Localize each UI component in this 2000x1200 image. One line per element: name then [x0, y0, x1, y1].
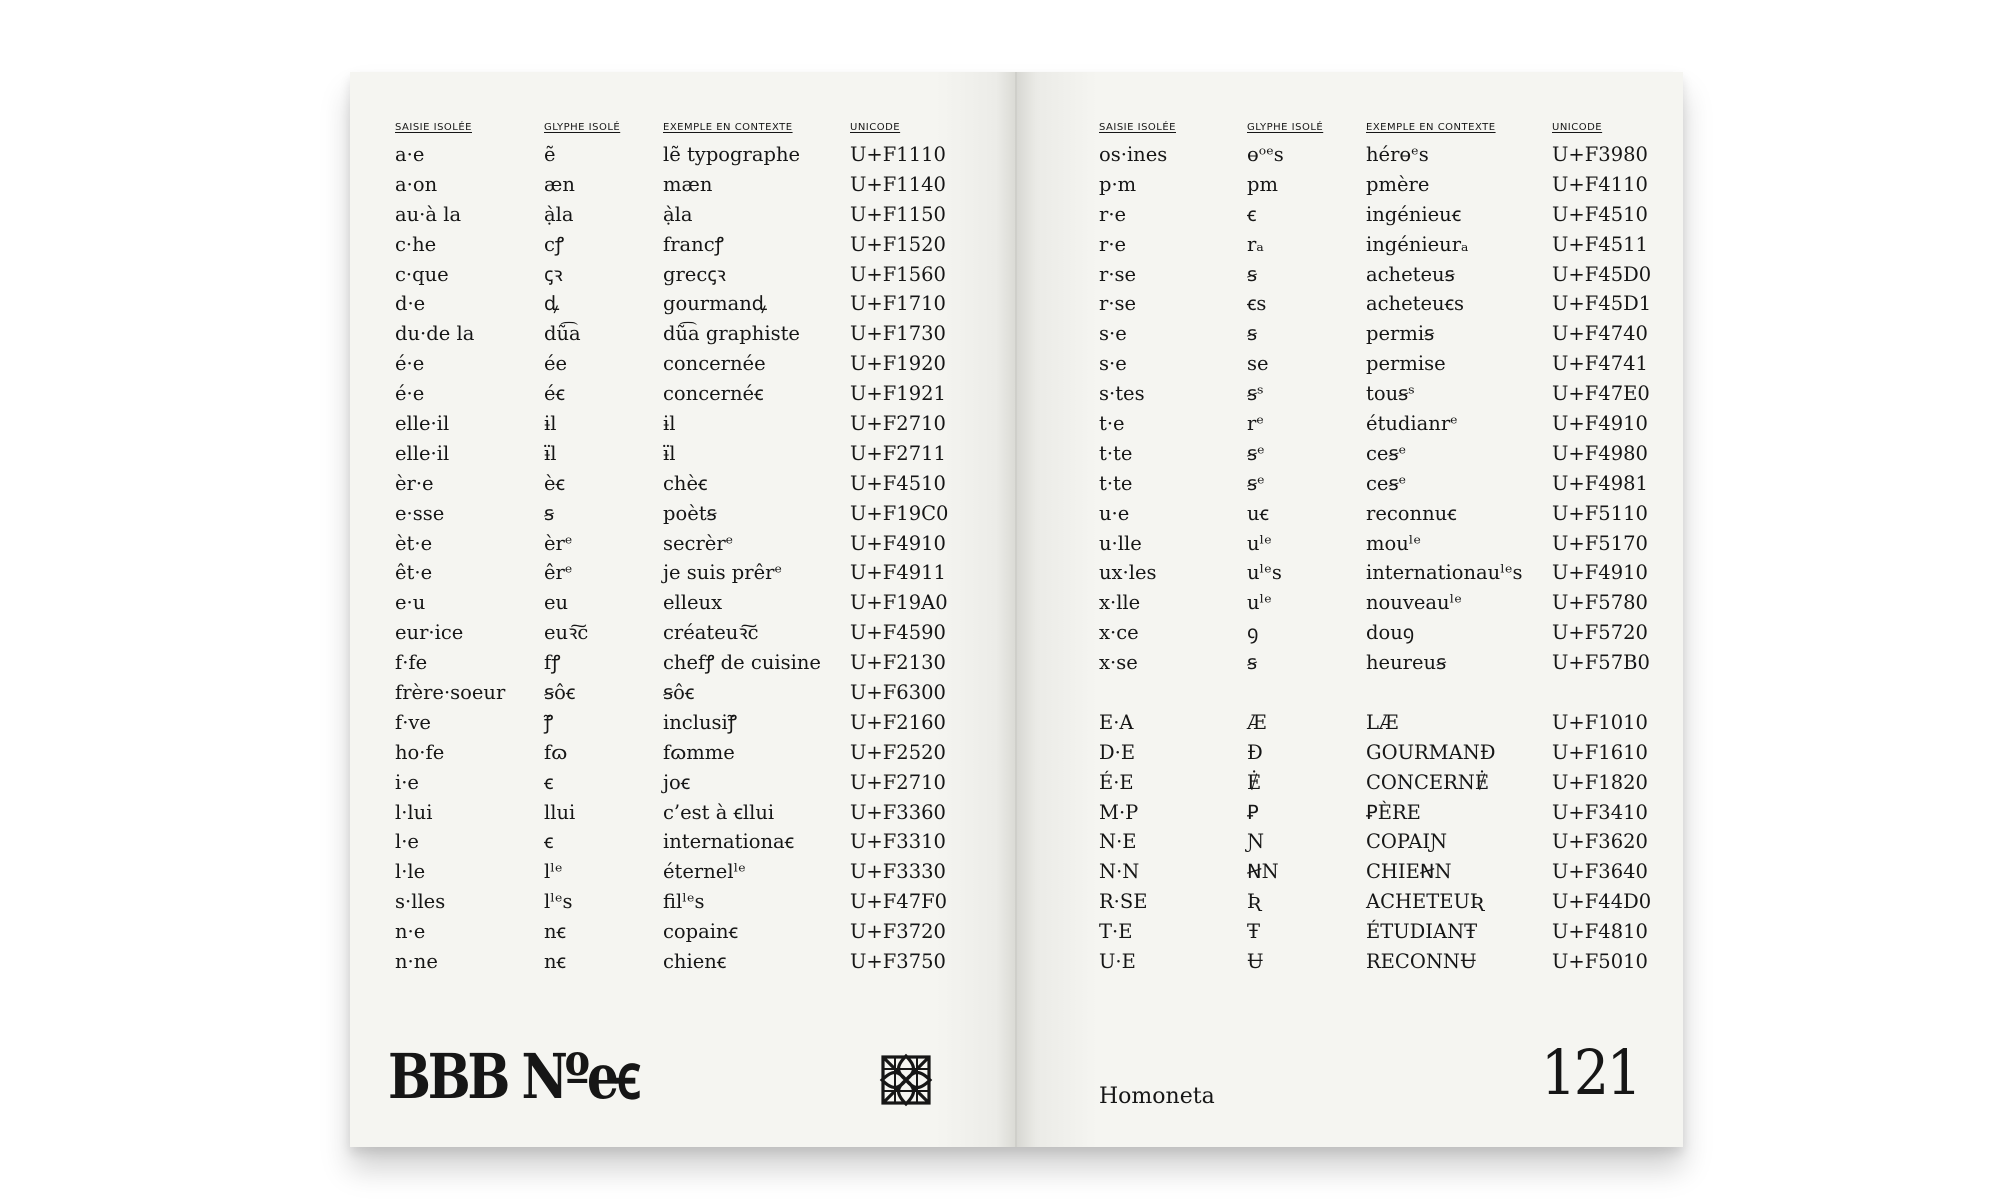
- table-row: [1017, 768, 1683, 798]
- glyphe-cell: ꝯ: [1247, 621, 1259, 645]
- saisie-cell: s·e: [1099, 322, 1127, 346]
- glyphe-cell: èrᵉ: [544, 531, 573, 555]
- saisie-cell: N·N: [1099, 860, 1140, 884]
- exemple-cell: ɨ̈l: [663, 441, 676, 465]
- table-row: [1017, 349, 1683, 379]
- table-row: [350, 708, 1016, 738]
- exemple-cell: copainꞓ: [663, 920, 738, 944]
- exemple-cell: grecꞔꝛ: [663, 262, 726, 286]
- glyphe-cell: pm: [1247, 172, 1278, 196]
- header-exemple-en-contexte: EXEMPLE EN CONTEXTE: [1366, 122, 1496, 133]
- table-row: [350, 648, 1016, 678]
- table-rows-right: [1017, 140, 1683, 977]
- exemple-cell: francꝭ: [663, 232, 724, 256]
- glyphe-cell: uˡᵉ: [1247, 531, 1272, 555]
- glyphe-cell: ꞩᵉ: [1247, 441, 1265, 465]
- exemple-cell: acheteuꞩ: [1366, 262, 1455, 286]
- table-row: [350, 887, 1016, 917]
- saisie-cell: r·e: [1099, 202, 1127, 226]
- unicode-cell: U+F4980: [1552, 441, 1648, 465]
- glyphe-cell: ạ̀la: [544, 202, 574, 226]
- table-row: [1017, 469, 1683, 499]
- exemple-cell: secrèrᵉ: [663, 531, 734, 555]
- table-row: [350, 499, 1016, 529]
- exemple-cell: permise: [1366, 352, 1446, 376]
- glyphe-cell: ꞩ: [544, 501, 555, 525]
- saisie-cell: a·e: [395, 143, 425, 166]
- exemple-cell: pmère: [1366, 172, 1430, 196]
- saisie-cell: R·SE: [1099, 890, 1148, 914]
- unicode-cell: U+F4590: [850, 621, 946, 645]
- glyphe-cell: Ŧ: [1247, 920, 1261, 944]
- glyphe-cell: Ʀ: [1247, 890, 1262, 914]
- saisie-cell: s·tes: [1099, 382, 1145, 406]
- glyphe-cell: Ɇ̇: [1247, 770, 1262, 794]
- unicode-cell: U+F1920: [850, 352, 946, 376]
- table-row: [1017, 618, 1683, 648]
- unicode-cell: U+F4910: [1552, 412, 1648, 436]
- table-row: [1017, 260, 1683, 290]
- saisie-cell: M·P: [1099, 800, 1139, 824]
- glyphe-cell: eu: [544, 591, 569, 615]
- unicode-cell: U+F47F0: [850, 890, 948, 914]
- glyphe-cell: nꞓ: [544, 920, 566, 944]
- exemple-cell: RECONNɄ: [1366, 950, 1477, 974]
- saisie-cell: U·E: [1099, 950, 1136, 974]
- glyphe-cell: ée: [544, 352, 568, 376]
- unicode-cell: U+F3640: [1552, 860, 1648, 884]
- saisie-cell: f·fe: [395, 651, 428, 675]
- unicode-cell: U+F4511: [1552, 232, 1648, 256]
- table-row: [1017, 529, 1683, 559]
- glyphe-cell: êrᵉ: [544, 561, 573, 585]
- saisie-cell: s·lles: [395, 890, 446, 914]
- unicode-cell: U+F3720: [850, 920, 946, 944]
- glyphe-cell: ꞩôꞓ: [544, 681, 576, 705]
- glyphe-cell: fɷ: [544, 740, 568, 764]
- unicode-cell: U+F4510: [1552, 202, 1648, 226]
- saisie-cell: d·e: [395, 292, 426, 316]
- unicode-cell: U+F19C0: [850, 501, 949, 525]
- glyphe-cell: rᵉ: [1247, 412, 1264, 436]
- saisie-cell: é·e: [395, 382, 425, 406]
- unicode-cell: U+F1140: [850, 172, 946, 196]
- saisie-cell: c·he: [395, 232, 437, 256]
- saisie-cell: n·ne: [395, 950, 438, 974]
- exemple-cell: gourmanꝱ: [663, 292, 768, 316]
- saisie-cell: c·que: [395, 262, 449, 286]
- page-number: 121: [1540, 1036, 1639, 1109]
- exemple-cell: ạ̀la: [663, 202, 693, 226]
- glyphe-cell: llui: [544, 800, 576, 824]
- table-row: [1017, 200, 1683, 230]
- unicode-cell: U+F4741: [1552, 352, 1648, 376]
- table-row: [350, 618, 1016, 648]
- saisie-cell: D·E: [1099, 740, 1136, 764]
- glyphe-cell: Ꝑ: [1247, 800, 1259, 824]
- table-row: [350, 379, 1016, 409]
- exemple-cell: je suis prêrᵉ: [663, 561, 783, 585]
- exemple-cell: étudianrᵉ: [1366, 412, 1458, 436]
- glyphe-cell: euꝛ͠c: [544, 621, 589, 645]
- unicode-cell: U+F1010: [1552, 710, 1648, 734]
- glyphe-cell: ꞩᵉ: [1247, 471, 1265, 495]
- glyphe-cell: ꞤN: [1247, 860, 1279, 884]
- saisie-cell: du·de la: [395, 322, 475, 346]
- saisie-cell: r·se: [1099, 262, 1137, 286]
- saisie-cell: ux·les: [1099, 561, 1157, 585]
- unicode-cell: U+F4910: [1552, 561, 1648, 585]
- exemple-cell: CONCERNɆ̇: [1366, 770, 1490, 794]
- glyphe-cell: ꞩ: [1247, 651, 1258, 675]
- header-unicode: UNICODE: [850, 122, 901, 133]
- unicode-cell: U+F47E0: [1552, 382, 1650, 406]
- glyphe-cell: ꝱ: [544, 292, 560, 316]
- saisie-cell: n·e: [395, 920, 426, 944]
- glyphe-cell: lˡᵉ: [544, 860, 563, 884]
- glyphe-cell: fꝭ: [544, 651, 561, 675]
- glyphe-cell: dũ͡a: [544, 322, 581, 346]
- saisie-cell: os·ines: [1099, 143, 1168, 166]
- exemple-cell: ingénieurₐ: [1366, 232, 1469, 256]
- table-row: [350, 588, 1016, 618]
- saisie-cell: êt·e: [395, 561, 433, 585]
- font-name: Homoneta: [1099, 1084, 1215, 1109]
- glyphe-cell: uˡᵉs: [1247, 561, 1282, 585]
- exemple-cell: ꝐÈRE: [1366, 800, 1421, 824]
- exemple-cell: LÆ: [1366, 710, 1399, 734]
- exemple-cell: internationauˡᵉs: [1366, 561, 1523, 585]
- table-row: [350, 439, 1016, 469]
- saisie-cell: u·lle: [1099, 531, 1142, 555]
- glyphe-cell: æn: [544, 172, 575, 196]
- exemple-cell: lẽ typographe: [663, 143, 801, 166]
- unicode-cell: U+F3310: [850, 830, 946, 854]
- saisie-cell: l·le: [395, 860, 426, 884]
- glyphe-cell: ꞓ: [544, 830, 554, 854]
- table-row: [350, 678, 1016, 708]
- unicode-cell: U+F4981: [1552, 471, 1648, 495]
- saisie-cell: x·ce: [1099, 621, 1139, 645]
- exemple-cell: GOURMANĐ: [1366, 740, 1496, 764]
- exemple-cell: chienꞓ: [663, 950, 727, 974]
- glyphe-cell: ꞓ: [544, 770, 554, 794]
- table-row: [350, 170, 1016, 200]
- table-row: [350, 319, 1016, 349]
- table-row: [1017, 678, 1683, 708]
- unicode-cell: U+F19A0: [850, 591, 948, 615]
- glyphe-cell: Æ: [1247, 710, 1267, 734]
- glyphe-cell: ꞓs: [1247, 292, 1267, 316]
- unicode-cell: U+F2710: [850, 770, 946, 794]
- glyphe-cell: ꞔꝛ: [544, 262, 563, 286]
- unicode-cell: U+F4911: [850, 561, 946, 585]
- table-row: [1017, 499, 1683, 529]
- table-row: [350, 798, 1016, 828]
- exemple-cell: reconnuꞓ: [1366, 501, 1457, 525]
- table-rows-left: [350, 140, 1016, 977]
- exemple-cell: ꞩôꞓ: [663, 681, 695, 705]
- table-row: [1017, 558, 1683, 588]
- exemple-cell: éternelˡᵉ: [663, 860, 746, 884]
- glyphe-cell: rₐ: [1247, 232, 1264, 256]
- saisie-cell: l·lui: [395, 800, 433, 824]
- unicode-cell: U+F1560: [850, 262, 946, 286]
- glyphe-cell: Ʉ: [1247, 950, 1264, 974]
- unicode-cell: U+F1520: [850, 232, 946, 256]
- glyphe-cell: se: [1247, 352, 1269, 376]
- header-saisie-isolee: SAISIE ISOLÉE: [1099, 122, 1176, 133]
- unicode-cell: U+F4810: [1552, 920, 1648, 944]
- saisie-cell: èr·e: [395, 471, 434, 495]
- table-row: [1017, 289, 1683, 319]
- exemple-cell: COPAIƝ: [1366, 830, 1448, 854]
- table-row: [350, 768, 1016, 798]
- table-row: [1017, 857, 1683, 887]
- glyphe-cell: ɨ̈l: [544, 441, 557, 465]
- saisie-cell: frère·soeur: [395, 681, 506, 705]
- table-row: [1017, 648, 1683, 678]
- saisie-cell: x·se: [1099, 651, 1138, 675]
- table-row: [350, 260, 1016, 290]
- glyphe-cell: Ɲ: [1247, 830, 1265, 854]
- unicode-cell: U+F1921: [850, 382, 946, 406]
- header-exemple-en-contexte: EXEMPLE EN CONTEXTE: [663, 122, 793, 133]
- unicode-cell: U+F6300: [850, 681, 946, 705]
- glyphe-cell: ꞩ: [1247, 322, 1258, 346]
- saisie-cell: t·te: [1099, 471, 1133, 495]
- saisie-cell: eur·ice: [395, 621, 464, 645]
- saisie-cell: r·e: [1099, 232, 1127, 256]
- table-row: [1017, 588, 1683, 618]
- saisie-cell: a·on: [395, 172, 438, 196]
- unicode-cell: U+F3750: [850, 950, 946, 974]
- exemple-cell: concernée: [663, 352, 766, 376]
- unicode-cell: U+F1610: [1552, 740, 1648, 764]
- exemple-cell: joꞓ: [663, 770, 691, 794]
- glyphe-cell: ẽ: [544, 143, 556, 166]
- saisie-cell: r·se: [1099, 292, 1137, 316]
- unicode-cell: U+F1110: [850, 143, 946, 166]
- saisie-cell: t·e: [1099, 412, 1125, 436]
- unicode-cell: U+F44D0: [1552, 890, 1652, 914]
- table-row: [350, 558, 1016, 588]
- saisie-cell: e·u: [395, 591, 426, 615]
- table-row: [350, 738, 1016, 768]
- glyphe-cell: ɨl: [544, 412, 557, 436]
- unicode-cell: U+F4740: [1552, 322, 1648, 346]
- unicode-cell: U+F1820: [1552, 770, 1648, 794]
- saisie-cell: au·à la: [395, 202, 462, 226]
- glyphe-cell: lˡᵉs: [544, 890, 573, 914]
- table-row: [350, 529, 1016, 559]
- table-row: [1017, 140, 1683, 170]
- table-row: [1017, 409, 1683, 439]
- header-saisie-isolee: SAISIE ISOLÉE: [395, 122, 472, 133]
- glyphe-cell: ꝭ̃: [544, 710, 554, 734]
- saisie-cell: E·A: [1099, 710, 1134, 734]
- table-row: [350, 857, 1016, 887]
- unicode-cell: U+F2710: [850, 412, 946, 436]
- unicode-cell: U+F3360: [850, 800, 946, 824]
- exemple-cell: inclusiꝭ̃: [663, 710, 737, 734]
- exemple-cell: chèꞓ: [663, 471, 708, 495]
- left-page: [350, 72, 1016, 1147]
- unicode-cell: U+F1710: [850, 292, 946, 316]
- saisie-cell: elle·il: [395, 412, 450, 436]
- exemple-cell: filˡᵉs: [663, 890, 705, 914]
- saisie-cell: f·ve: [395, 710, 431, 734]
- unicode-cell: U+F4510: [850, 471, 946, 495]
- exemple-cell: internationaꞓ: [663, 830, 795, 854]
- exemple-cell: touꞩˢ: [1366, 382, 1415, 406]
- saisie-cell: i·e: [395, 770, 419, 794]
- table-row: [1017, 827, 1683, 857]
- header-unicode: UNICODE: [1552, 122, 1603, 133]
- table-row: [350, 827, 1016, 857]
- unicode-cell: U+F3980: [1552, 143, 1648, 166]
- exemple-cell: nouveauˡᵉ: [1366, 591, 1462, 615]
- saisie-cell: T·E: [1099, 920, 1133, 944]
- table-row: [350, 230, 1016, 260]
- exemple-cell: elleux: [663, 591, 723, 615]
- saisie-cell: é·e: [395, 352, 425, 376]
- exemple-cell: CHIEꞤN: [1366, 860, 1452, 884]
- table-row: [1017, 439, 1683, 469]
- header-glyphe-isole: GLYPHE ISOLÉ: [1247, 122, 1324, 133]
- glyphe-cell: ꞓ: [1247, 202, 1257, 226]
- unicode-cell: U+F4110: [1552, 172, 1648, 196]
- unicode-cell: U+F3330: [850, 860, 946, 884]
- exemple-cell: douꝯ: [1366, 621, 1415, 645]
- unicode-cell: U+F2711: [850, 441, 946, 465]
- glyphe-cell: ꞩ: [1247, 262, 1258, 286]
- unicode-cell: U+F5720: [1552, 621, 1648, 645]
- exemple-cell: permiꞩ: [1366, 322, 1435, 346]
- exemple-cell: hérɵᵉs: [1366, 143, 1429, 166]
- glyphe-cell: ꞩˢ: [1247, 382, 1264, 406]
- saisie-cell: elle·il: [395, 441, 450, 465]
- unicode-cell: U+F45D0: [1552, 262, 1652, 286]
- table-row: [1017, 798, 1683, 828]
- exemple-cell: mæn: [663, 172, 713, 196]
- saisie-cell: u·e: [1099, 501, 1130, 525]
- glyphe-cell: éꞓ: [544, 382, 565, 406]
- unicode-cell: U+F5170: [1552, 531, 1648, 555]
- unicode-cell: U+F45D1: [1552, 292, 1652, 316]
- glyphe-cell: nꞓ: [544, 950, 566, 974]
- saisie-cell: x·lle: [1099, 591, 1141, 615]
- exemple-cell: ceꞩᵉ: [1366, 441, 1407, 465]
- table-row: [350, 409, 1016, 439]
- glyphe-cell: uˡᵉ: [1247, 591, 1272, 615]
- table-row: [1017, 230, 1683, 260]
- exemple-cell: mouˡᵉ: [1366, 531, 1422, 555]
- exemple-cell: ɨl: [663, 412, 676, 436]
- unicode-cell: U+F3410: [1552, 800, 1648, 824]
- header-glyphe-isole: GLYPHE ISOLÉ: [544, 122, 621, 133]
- table-row: [350, 140, 1016, 170]
- table-row: [1017, 947, 1683, 977]
- table-row: [350, 917, 1016, 947]
- table-row: [1017, 319, 1683, 349]
- glyphe-cell: uꞓ: [1247, 501, 1269, 525]
- exemple-cell: heureuꞩ: [1366, 651, 1447, 675]
- table-row: [350, 469, 1016, 499]
- saisie-cell: p·m: [1099, 172, 1137, 196]
- unicode-cell: U+F1150: [850, 202, 946, 226]
- glyphe-cell: èꞓ: [544, 471, 565, 495]
- saisie-cell: e·sse: [395, 501, 445, 525]
- unicode-cell: U+F57B0: [1552, 651, 1650, 675]
- right-page: [1017, 72, 1683, 1147]
- unicode-cell: U+F1730: [850, 322, 946, 346]
- exemple-cell: c’est à ꞓllui: [663, 800, 775, 824]
- exemple-cell: ÉTUDIANŦ: [1366, 920, 1478, 944]
- unicode-cell: U+F5110: [1552, 501, 1648, 525]
- unicode-cell: U+F5010: [1552, 950, 1648, 974]
- table-row: [1017, 887, 1683, 917]
- exemple-cell: dũ͡a graphiste: [663, 322, 800, 346]
- saisie-cell: s·e: [1099, 352, 1127, 376]
- unicode-cell: U+F5780: [1552, 591, 1648, 615]
- table-row: [1017, 738, 1683, 768]
- ornamental-glyph-emblem-icon: [878, 1052, 934, 1108]
- table-row: [350, 349, 1016, 379]
- book-spread: [350, 72, 1683, 1147]
- saisie-cell: ho·fe: [395, 740, 445, 764]
- table-row: [1017, 379, 1683, 409]
- exemple-cell: ingénieuꞓ: [1366, 202, 1462, 226]
- exemple-cell: ACHETEUƦ: [1366, 890, 1485, 914]
- exemple-cell: fɷmme: [663, 740, 735, 764]
- exemple-cell: acheteuꞓs: [1366, 292, 1464, 316]
- glyphe-cell: cꝭ: [544, 232, 565, 256]
- unicode-cell: U+F3620: [1552, 830, 1648, 854]
- unicode-cell: U+F2520: [850, 740, 946, 764]
- table-row: [350, 200, 1016, 230]
- saisie-cell: N·E: [1099, 830, 1137, 854]
- table-row: [1017, 917, 1683, 947]
- glyphe-cell: Đ: [1247, 740, 1263, 764]
- unicode-cell: U+F2160: [850, 710, 946, 734]
- table-row: [1017, 708, 1683, 738]
- exemple-cell: poètꞩ: [663, 501, 717, 525]
- table-row: [350, 289, 1016, 319]
- unicode-cell: U+F4910: [850, 531, 946, 555]
- saisie-cell: èt·e: [395, 531, 433, 555]
- saisie-cell: t·te: [1099, 441, 1133, 465]
- exemple-cell: concernéꞓ: [663, 382, 764, 406]
- table-row: [1017, 170, 1683, 200]
- bbb-logo: BBB Nºeꞓ: [388, 1040, 638, 1113]
- glyphe-cell: ɵᵒᵉs: [1247, 143, 1284, 166]
- unicode-cell: U+F2130: [850, 651, 946, 675]
- exemple-cell: chefꝭ de cuisine: [663, 651, 821, 675]
- exemple-cell: ceꞩᵉ: [1366, 471, 1407, 495]
- saisie-cell: É·E: [1099, 770, 1134, 794]
- table-row: [350, 947, 1016, 977]
- saisie-cell: l·e: [395, 830, 419, 854]
- exemple-cell: créateuꝛ͠c: [663, 621, 759, 645]
